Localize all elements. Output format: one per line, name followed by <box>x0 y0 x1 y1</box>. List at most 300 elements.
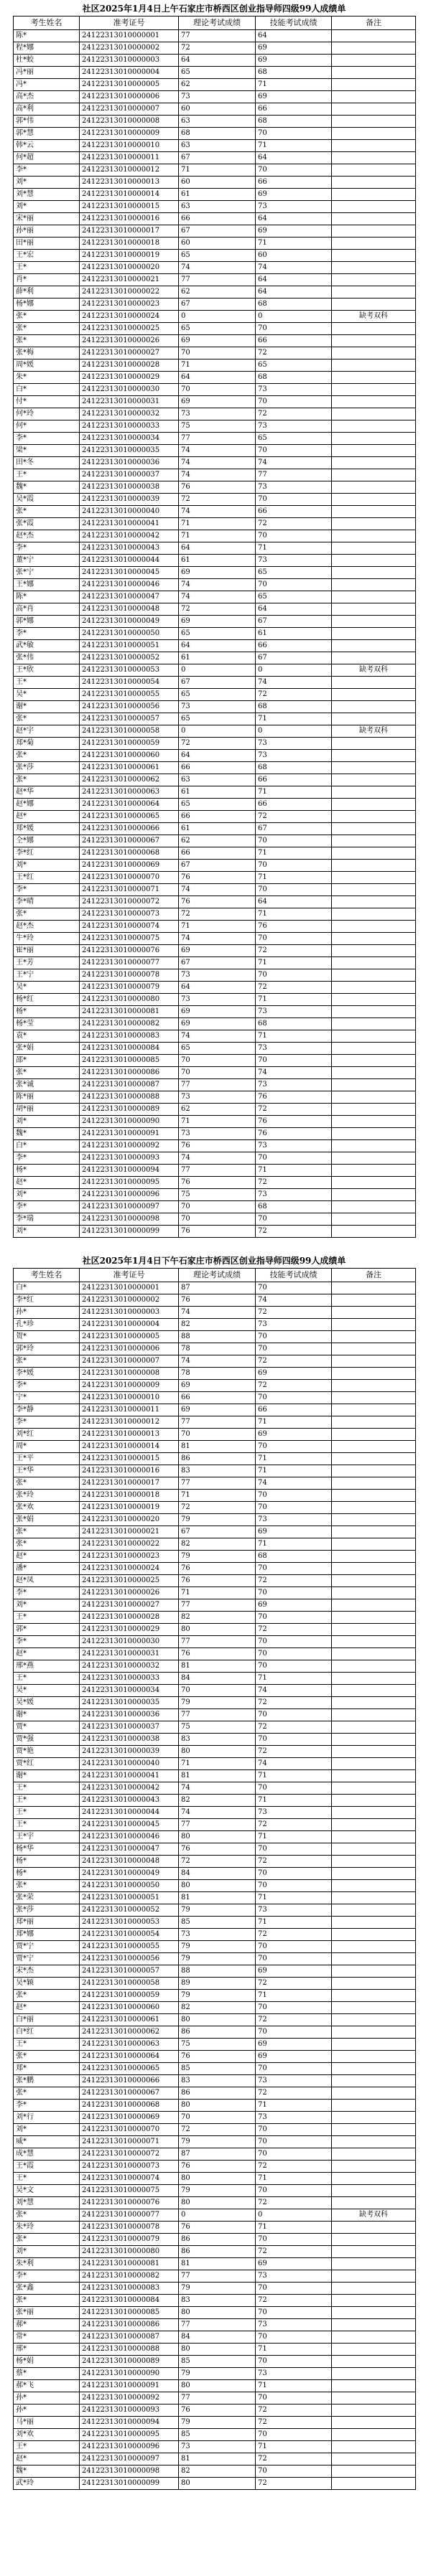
table-row <box>14 542 416 555</box>
cell-theory-score: 64 <box>179 542 256 555</box>
cell-remark <box>332 2051 416 2063</box>
cell-theory-score: 77 <box>179 1599 256 1612</box>
cell-name: 吴*颖 <box>14 1978 80 1990</box>
cell-theory-score: 68 <box>179 128 256 140</box>
cell-ticket-number: 24122313010000056 <box>80 1953 179 1965</box>
cell-ticket-number: 24122313010000059 <box>80 1990 179 2002</box>
header-skill-score: 技能考试成绩 <box>256 17 332 30</box>
cell-theory-score: 67 <box>179 1526 256 1538</box>
table-row <box>14 1165 416 1177</box>
cell-name: 王*娜 <box>14 579 80 591</box>
cell-skill-score: 64 <box>256 286 332 299</box>
cell-name: 刘* <box>14 201 80 213</box>
cell-name: 李* <box>14 1416 80 1429</box>
cell-ticket-number: 24122313010000004 <box>80 1319 179 1331</box>
cell-remark <box>332 1929 416 1941</box>
cell-theory-score: 81 <box>179 1660 256 1673</box>
cell-name: 郭*伟 <box>14 116 80 128</box>
cell-theory-score: 79 <box>179 1697 256 1709</box>
cell-ticket-number: 24122313010000023 <box>80 299 179 311</box>
cell-skill-score: 70 <box>256 2429 332 2441</box>
cell-name: 张*鑫 <box>14 2283 80 2295</box>
cell-skill-score: 73 <box>256 1006 332 1018</box>
cell-remark <box>332 616 416 628</box>
cell-remark <box>332 872 416 884</box>
cell-skill-score: 76 <box>256 1116 332 1128</box>
cell-theory-score: 76 <box>179 2405 256 2417</box>
cell-ticket-number: 24122313010000011 <box>80 1404 179 1416</box>
cell-name: 宋*丽 <box>14 213 80 225</box>
cell-theory-score: 74 <box>179 591 256 603</box>
cell-skill-score: 74 <box>256 262 332 274</box>
cell-remark <box>332 774 416 786</box>
cell-skill-score: 70 <box>256 1490 332 1502</box>
cell-ticket-number: 24122313010000062 <box>80 774 179 786</box>
cell-ticket-number: 24122313010000078 <box>80 2222 179 2234</box>
cell-ticket-number: 24122313010000085 <box>80 2307 179 2319</box>
table-row <box>14 823 416 835</box>
cell-theory-score: 71 <box>179 1758 256 1770</box>
cell-ticket-number: 24122313010000065 <box>80 811 179 823</box>
cell-skill-score: 70 <box>256 2002 332 2014</box>
cell-name: 孙* <box>14 2405 80 2417</box>
cell-theory-score: 73 <box>179 1128 256 1140</box>
cell-skill-score: 72 <box>256 982 332 994</box>
cell-name: 李*红 <box>14 1294 80 1307</box>
cell-theory-score: 83 <box>179 1465 256 1477</box>
cell-skill-score: 67 <box>256 823 332 835</box>
cell-theory-score: 76 <box>179 1575 256 1587</box>
table-row <box>14 1746 416 1758</box>
cell-name: 魏* <box>14 2465 80 2478</box>
cell-name: 刘*慧 <box>14 2197 80 2209</box>
cell-name: 张*荣 <box>14 1892 80 1904</box>
cell-skill-score: 71 <box>256 1538 332 1551</box>
cell-theory-score: 74 <box>179 506 256 518</box>
cell-remark <box>332 2465 416 2478</box>
cell-ticket-number: 24122313010000092 <box>80 1140 179 1152</box>
cell-name: 崔*丽 <box>14 945 80 957</box>
table-row <box>14 1551 416 1563</box>
cell-skill-score: 73 <box>256 1904 332 1917</box>
cell-theory-score: 79 <box>179 1514 256 1526</box>
cell-theory-score: 73 <box>179 408 256 420</box>
cell-skill-score: 0 <box>256 725 332 738</box>
cell-remark <box>332 1368 416 1380</box>
cell-skill-score: 68 <box>256 299 332 311</box>
cell-skill-score: 72 <box>256 1746 332 1758</box>
cell-skill-score: 70 <box>256 1331 332 1343</box>
cell-ticket-number: 24122313010000008 <box>80 1368 179 1380</box>
cell-remark <box>332 1282 416 1294</box>
table-row <box>14 1929 416 1941</box>
cell-remark <box>332 91 416 103</box>
cell-remark <box>332 2246 416 2258</box>
cell-skill-score: 73 <box>256 1514 332 1526</box>
table-row <box>14 1648 416 1660</box>
cell-remark <box>332 1697 416 1709</box>
cell-theory-score: 73 <box>179 2441 256 2453</box>
cell-theory-score: 79 <box>179 1990 256 2002</box>
cell-theory-score: 79 <box>179 2283 256 2295</box>
cell-ticket-number: 24122313010000007 <box>80 1355 179 1368</box>
table-row <box>14 1868 416 1880</box>
cell-ticket-number: 24122313010000075 <box>80 933 179 945</box>
cell-skill-score: 71 <box>256 2222 332 2234</box>
table-row <box>14 1404 416 1416</box>
cell-name: 张* <box>14 2295 80 2307</box>
table-row <box>14 933 416 945</box>
cell-skill-score: 70 <box>256 1612 332 1624</box>
cell-theory-score: 85 <box>179 2429 256 2441</box>
table-row <box>14 677 416 689</box>
table-row <box>14 872 416 884</box>
table-row <box>14 982 416 994</box>
table-row <box>14 286 416 299</box>
cell-ticket-number: 24122313010000005 <box>80 1331 179 1343</box>
cell-skill-score: 66 <box>256 506 332 518</box>
cell-ticket-number: 24122313010000026 <box>80 335 179 347</box>
cell-remark <box>332 1319 416 1331</box>
cell-remark <box>332 1551 416 1563</box>
cell-ticket-number: 24122313010000055 <box>80 1941 179 1953</box>
cell-remark <box>332 1587 416 1599</box>
cell-ticket-number: 24122313010000068 <box>80 847 179 860</box>
cell-theory-score: 73 <box>179 701 256 713</box>
cell-ticket-number: 24122313010000017 <box>80 1477 179 1490</box>
cell-skill-score: 72 <box>256 2453 332 2465</box>
cell-theory-score: 61 <box>179 555 256 567</box>
cell-skill-score: 73 <box>256 1140 332 1152</box>
cell-name: 吴* <box>14 1685 80 1697</box>
cell-name: 张*娟 <box>14 1514 80 1526</box>
cell-remark <box>332 2307 416 2319</box>
cell-ticket-number: 24122313010000034 <box>80 433 179 445</box>
cell-remark <box>332 1331 416 1343</box>
cell-ticket-number: 24122313010000091 <box>80 1128 179 1140</box>
cell-name: 张* <box>14 1990 80 2002</box>
cell-theory-score: 71 <box>179 359 256 372</box>
cell-theory-score: 62 <box>179 286 256 299</box>
cell-ticket-number: 24122313010000096 <box>80 1189 179 1201</box>
cell-name: 李* <box>14 628 80 640</box>
table-row <box>14 420 416 433</box>
cell-ticket-number: 24122313010000069 <box>80 860 179 872</box>
cell-remark <box>332 1917 416 1929</box>
table-row <box>14 103 416 116</box>
cell-theory-score: 67 <box>179 677 256 689</box>
cell-remark <box>332 982 416 994</box>
cell-name: 谢* <box>14 1770 80 1782</box>
cell-theory-score: 82 <box>179 1319 256 1331</box>
cell-name: 杨*莹 <box>14 1018 80 1030</box>
cell-skill-score: 69 <box>256 55 332 67</box>
cell-remark <box>332 396 416 408</box>
cell-remark <box>332 384 416 396</box>
cell-skill-score: 70 <box>256 2136 332 2148</box>
cell-theory-score: 77 <box>179 1416 256 1429</box>
table-row <box>14 1343 416 1355</box>
cell-ticket-number: 24122313010000074 <box>80 921 179 933</box>
table-row <box>14 591 416 603</box>
cell-remark <box>332 994 416 1006</box>
cell-name: 赵*杰 <box>14 921 80 933</box>
cell-theory-score: 81 <box>179 2453 256 2465</box>
cell-name: 宋*杰 <box>14 1965 80 1978</box>
cell-theory-score: 71 <box>179 921 256 933</box>
cell-ticket-number: 24122313010000061 <box>80 762 179 774</box>
table-row <box>14 1189 416 1201</box>
cell-skill-score: 71 <box>256 847 332 860</box>
table-row <box>14 1104 416 1116</box>
cell-ticket-number: 24122313010000036 <box>80 1709 179 1721</box>
cell-remark <box>332 1490 416 1502</box>
table-row <box>14 884 416 896</box>
cell-skill-score: 66 <box>256 640 332 652</box>
cell-skill-score: 70 <box>256 2465 332 2478</box>
cell-ticket-number: 24122313010000009 <box>80 1380 179 1392</box>
cell-theory-score: 79 <box>179 2185 256 2197</box>
cell-ticket-number: 24122313010000079 <box>80 982 179 994</box>
cell-theory-score: 83 <box>179 2075 256 2087</box>
cell-theory-score: 70 <box>179 1067 256 1079</box>
table-row <box>14 2417 416 2429</box>
cell-skill-score: 64 <box>256 30 332 42</box>
cell-theory-score: 80 <box>179 1831 256 1843</box>
table-row <box>14 774 416 786</box>
cell-ticket-number: 24122313010000022 <box>80 286 179 299</box>
cell-theory-score: 80 <box>179 1624 256 1636</box>
cell-name: 牛*玲 <box>14 933 80 945</box>
cell-remark <box>332 2429 416 2441</box>
cell-name: 何*超 <box>14 152 80 164</box>
table-row <box>14 811 416 823</box>
table-row <box>14 1368 416 1380</box>
cell-theory-score: 70 <box>179 1055 256 1067</box>
cell-remark <box>332 335 416 347</box>
cell-skill-score: 70 <box>256 494 332 506</box>
table-row <box>14 1079 416 1091</box>
cell-skill-score: 68 <box>256 1201 332 1213</box>
cell-name: 陈*丽 <box>14 1091 80 1104</box>
cell-name: 王*欣 <box>14 664 80 677</box>
cell-name: 郭*慧 <box>14 128 80 140</box>
cell-remark: 缺考双科 <box>332 725 416 738</box>
cell-name: 张* <box>14 1526 80 1538</box>
cell-theory-score: 70 <box>179 2112 256 2124</box>
cell-ticket-number: 24122313010000085 <box>80 1055 179 1067</box>
cell-ticket-number: 24122313010000008 <box>80 116 179 128</box>
cell-theory-score: 89 <box>179 1978 256 1990</box>
cell-skill-score: 70 <box>256 396 332 408</box>
cell-remark <box>332 2344 416 2356</box>
cell-name: 武*敏 <box>14 640 80 652</box>
cell-ticket-number: 24122313010000083 <box>80 1030 179 1043</box>
cell-skill-score: 71 <box>256 786 332 799</box>
cell-theory-score: 78 <box>179 1343 256 1355</box>
cell-name: 张*鹏 <box>14 2075 80 2087</box>
cell-remark <box>332 2441 416 2453</box>
table-body <box>14 1282 416 2490</box>
cell-name: 吴*媛 <box>14 1697 80 1709</box>
cell-remark <box>332 1990 416 2002</box>
cell-name: 李* <box>14 1201 80 1213</box>
cell-remark <box>332 1868 416 1880</box>
cell-remark <box>332 1152 416 1165</box>
cell-theory-score: 76 <box>179 896 256 908</box>
cell-name: 李* <box>14 164 80 177</box>
cell-ticket-number: 24122313010000088 <box>80 2344 179 2356</box>
cell-name: 张* <box>14 1067 80 1079</box>
table-row <box>14 1006 416 1018</box>
cell-skill-score: 73 <box>256 1319 332 1331</box>
cell-remark <box>332 1599 416 1612</box>
cell-theory-score: 74 <box>179 1355 256 1368</box>
cell-ticket-number: 24122313010000029 <box>80 1624 179 1636</box>
cell-skill-score: 60 <box>256 250 332 262</box>
cell-ticket-number: 24122313010000038 <box>80 481 179 494</box>
cell-ticket-number: 24122313010000044 <box>80 555 179 567</box>
cell-ticket-number: 24122313010000053 <box>80 664 179 677</box>
table-row <box>14 835 416 847</box>
cell-theory-score: 63 <box>179 774 256 786</box>
table-header-row <box>14 17 416 30</box>
cell-ticket-number: 24122313010000071 <box>80 2136 179 2148</box>
cell-theory-score: 69 <box>179 1018 256 1030</box>
cell-ticket-number: 24122313010000051 <box>80 1892 179 1904</box>
cell-remark <box>332 2258 416 2270</box>
cell-remark <box>332 640 416 652</box>
table-row <box>14 2465 416 2478</box>
cell-name: 白* <box>14 1282 80 1294</box>
cell-ticket-number: 24122313010000098 <box>80 2465 179 2478</box>
cell-theory-score: 71 <box>179 530 256 542</box>
table-row <box>14 1380 416 1392</box>
table-row <box>14 1030 416 1043</box>
cell-remark <box>332 1201 416 1213</box>
cell-remark <box>332 1079 416 1091</box>
table-row <box>14 738 416 750</box>
cell-theory-score: 74 <box>179 1782 256 1795</box>
table-row <box>14 262 416 274</box>
cell-remark <box>332 1189 416 1201</box>
cell-remark <box>332 506 416 518</box>
cell-theory-score: 0 <box>179 311 256 323</box>
cell-remark <box>332 2417 416 2429</box>
cell-skill-score: 72 <box>256 1104 332 1116</box>
cell-theory-score: 69 <box>179 1380 256 1392</box>
cell-name: 赵*杰 <box>14 530 80 542</box>
cell-name: 李* <box>14 1380 80 1392</box>
morning-session <box>13 1 415 1238</box>
cell-theory-score: 77 <box>179 274 256 286</box>
header-theory-score: 理论考试成绩 <box>179 1269 256 1282</box>
table-row <box>14 189 416 201</box>
cell-ticket-number: 24122313010000005 <box>80 79 179 91</box>
cell-ticket-number: 24122313010000030 <box>80 1636 179 1648</box>
cell-skill-score: 70 <box>256 1953 332 1965</box>
cell-ticket-number: 24122313010000010 <box>80 140 179 152</box>
cell-name: 李* <box>14 1636 80 1648</box>
table-row <box>14 1953 416 1965</box>
cell-ticket-number: 24122313010000009 <box>80 128 179 140</box>
cell-skill-score: 72 <box>256 2246 332 2258</box>
cell-ticket-number: 24122313010000041 <box>80 518 179 530</box>
cell-theory-score: 73 <box>179 1091 256 1104</box>
table-body <box>14 30 416 1238</box>
table-row <box>14 701 416 713</box>
cell-ticket-number: 24122313010000013 <box>80 177 179 189</box>
cell-skill-score: 69 <box>256 1429 332 1441</box>
cell-name: 邢*燕 <box>14 1660 80 1673</box>
table-row <box>14 1294 416 1307</box>
table-row <box>14 1526 416 1538</box>
cell-name: 刘*行 <box>14 2112 80 2124</box>
cell-name: 董*宁 <box>14 555 80 567</box>
cell-skill-score: 70 <box>256 1055 332 1067</box>
table-row <box>14 469 416 481</box>
cell-remark <box>332 103 416 116</box>
cell-ticket-number: 24122313010000057 <box>80 713 179 725</box>
table-row <box>14 323 416 335</box>
cell-remark <box>332 1006 416 1018</box>
cell-remark <box>332 1856 416 1868</box>
cell-name: 张* <box>14 506 80 518</box>
cell-theory-score: 74 <box>179 884 256 896</box>
cell-skill-score: 68 <box>256 701 332 713</box>
cell-skill-score: 73 <box>256 384 332 396</box>
cell-name: 王*霞 <box>14 2161 80 2173</box>
cell-skill-score: 70 <box>256 1941 332 1953</box>
cell-skill-score: 72 <box>256 1177 332 1189</box>
cell-remark <box>332 42 416 55</box>
cell-ticket-number: 24122313010000001 <box>80 30 179 42</box>
cell-skill-score: 74 <box>256 1685 332 1697</box>
cell-name: 王* <box>14 1782 80 1795</box>
cell-skill-score: 73 <box>256 1807 332 1819</box>
cell-remark <box>332 1880 416 1892</box>
cell-ticket-number: 24122313010000035 <box>80 1697 179 1709</box>
cell-skill-score: 71 <box>256 994 332 1006</box>
cell-remark <box>332 1904 416 1917</box>
cell-ticket-number: 24122313010000090 <box>80 1116 179 1128</box>
table-row <box>14 1587 416 1599</box>
cell-theory-score: 86 <box>179 2026 256 2039</box>
table-row <box>14 2405 416 2417</box>
cell-ticket-number: 24122313010000095 <box>80 1177 179 1189</box>
cell-skill-score: 70 <box>256 933 332 945</box>
table-row <box>14 1319 416 1331</box>
cell-remark <box>332 896 416 908</box>
cell-ticket-number: 24122313010000037 <box>80 469 179 481</box>
cell-remark <box>332 2295 416 2307</box>
table-row <box>14 2112 416 2124</box>
cell-skill-score: 73 <box>256 2112 332 2124</box>
cell-name: 王* <box>14 1807 80 1819</box>
cell-name: 白*丽 <box>14 2014 80 2026</box>
cell-theory-score: 77 <box>179 1636 256 1648</box>
header-remark: 备注 <box>332 17 416 30</box>
cell-name: 王*宇 <box>14 1831 80 1843</box>
cell-remark <box>332 628 416 640</box>
cell-name: 王* <box>14 469 80 481</box>
cell-name: 张*诚 <box>14 1079 80 1091</box>
section-title: 社区2025年1月4日上午石家庄市桥西区创业指导师四级99人成绩单 <box>82 4 346 14</box>
table-row <box>14 1490 416 1502</box>
cell-theory-score: 79 <box>179 1953 256 1965</box>
cell-remark <box>332 1043 416 1055</box>
cell-skill-score: 70 <box>256 1782 332 1795</box>
